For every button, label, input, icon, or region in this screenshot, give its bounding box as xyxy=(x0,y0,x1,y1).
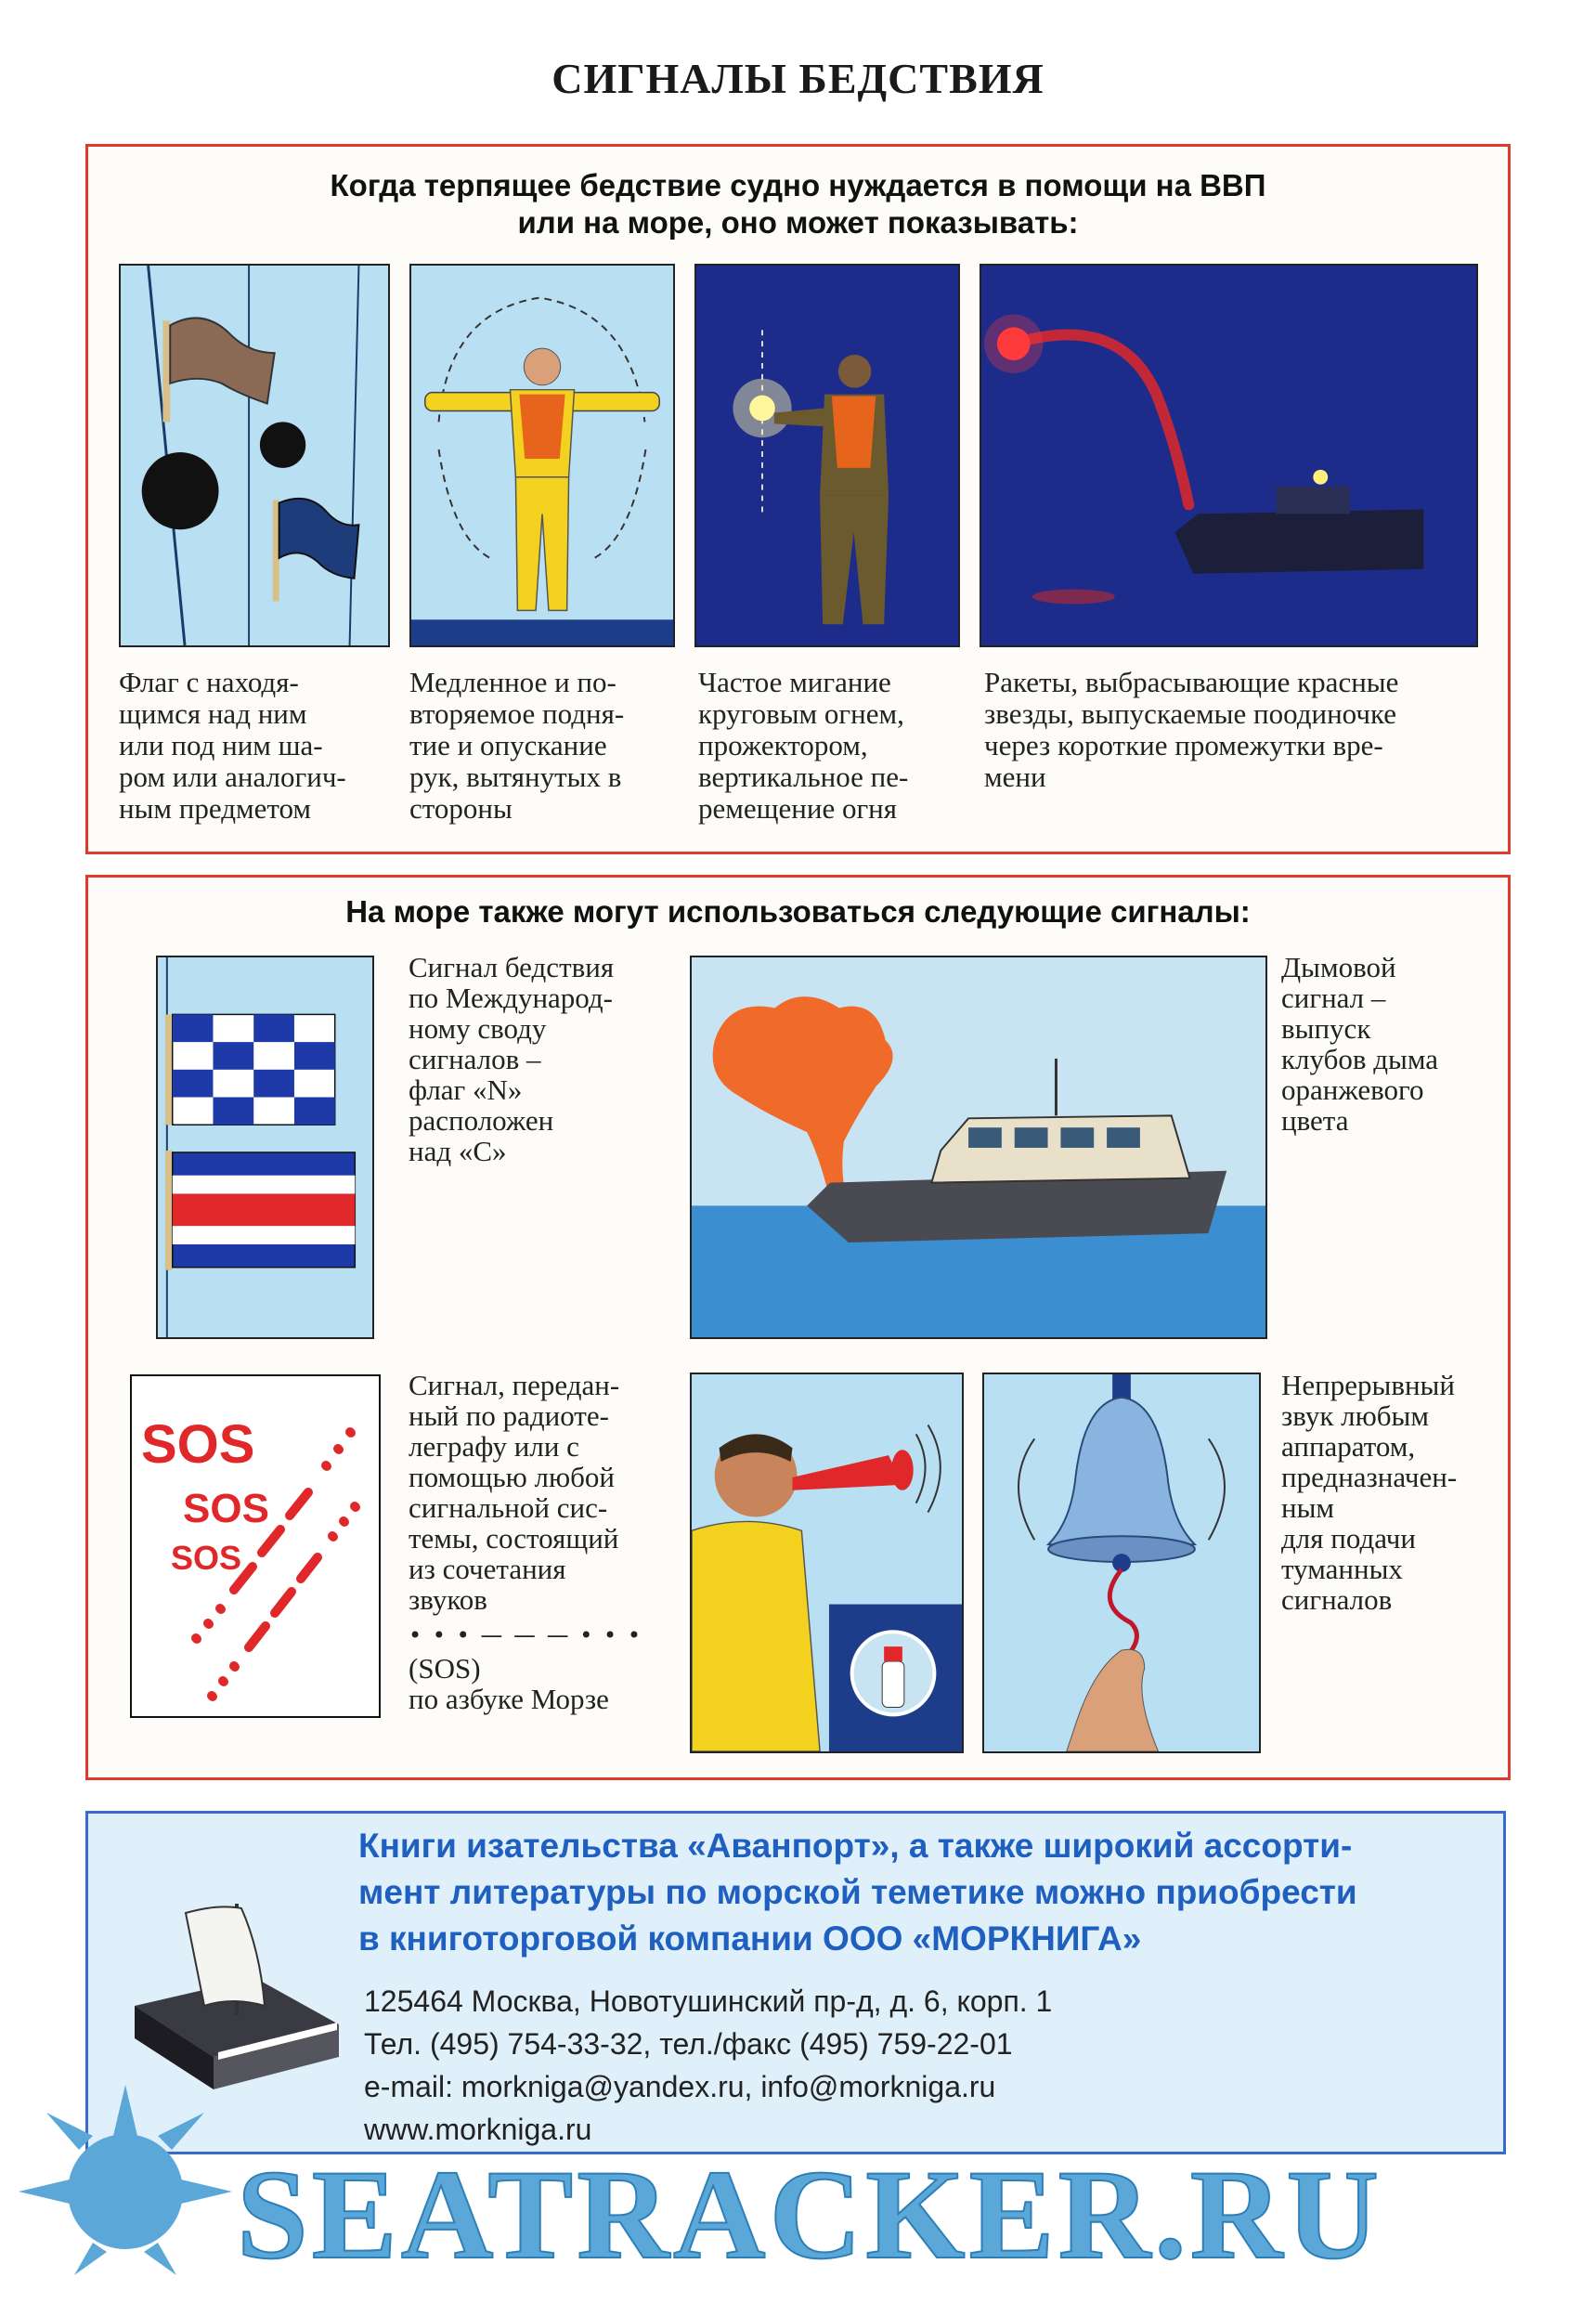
caption-line: ным предметом xyxy=(119,792,312,825)
sos-word-medium: SOS xyxy=(183,1486,269,1531)
sos-word-small: SOS xyxy=(171,1539,242,1577)
caption-arms xyxy=(409,667,688,825)
horn-signal-illustration xyxy=(690,1373,964,1753)
smoke-text xyxy=(1281,952,1504,1136)
caption-line: вертикальное пе- xyxy=(698,761,909,793)
text-line: аппаратом, xyxy=(1281,1430,1416,1463)
advert-contacts xyxy=(364,1980,1497,2151)
text-line: Сигнал, передан- xyxy=(409,1369,620,1401)
text-line: расположен xyxy=(409,1104,554,1137)
text-line: темы, состоящий xyxy=(409,1522,619,1555)
caption-line: звезды, выпускаемые поодиночке xyxy=(984,697,1396,730)
watermark-text: SEATRACKER.RU xyxy=(237,2143,1383,2285)
sos-text xyxy=(409,1370,678,1714)
caption-line: ремещение огня xyxy=(698,792,898,825)
caption-rockets xyxy=(984,667,1486,793)
caption-line: стороны xyxy=(409,792,513,825)
caption-line: Флаг с находя- xyxy=(119,666,299,698)
text-line: по азбуке Морзе xyxy=(409,1683,609,1715)
text-line: оранжевого xyxy=(1281,1073,1424,1106)
caption-light xyxy=(698,667,977,825)
advert-phone: Тел. (495) 754-33-32, тел./факс (495) 759-22-01 xyxy=(364,2027,1013,2061)
advert-address: 125464 Москва, Новотушинский пр-д, д. 6, корп. 1 xyxy=(364,1984,1053,2018)
caption-line: Ракеты, выбрасывающие красные xyxy=(984,666,1399,698)
text-line: (SOS) xyxy=(409,1652,481,1685)
text-line: Сигнал бедствия xyxy=(409,951,615,983)
text-line: ным xyxy=(1281,1491,1335,1524)
text-line: предназначен- xyxy=(1281,1461,1458,1493)
arms-signal-illustration xyxy=(409,264,675,647)
morse-code: • • • — — — • • • xyxy=(409,1622,642,1648)
caption-line: тие и опускание xyxy=(409,729,607,761)
advert-email[interactable]: e-mail: morkniga@yandex.ru, info@morkniga.ru xyxy=(364,2070,996,2103)
text-line: ный по радиоте- xyxy=(409,1399,609,1432)
text-line: над «С» xyxy=(409,1135,507,1167)
section1-heading-line2: или на море, оно может показывать: xyxy=(517,205,1079,240)
caption-line: ром или аналогич- xyxy=(119,761,346,793)
advert-headline xyxy=(358,1823,1500,1962)
flag-n-c-text xyxy=(409,952,678,1166)
caption-line: мени xyxy=(984,761,1046,793)
rocket-signal-illustration xyxy=(980,264,1478,647)
advert-line: в книготорговой компании ООО «МОРКНИГА» xyxy=(358,1919,1142,1958)
flags-n-c-illustration xyxy=(156,956,374,1339)
caption-line: Частое мигание xyxy=(698,666,891,698)
text-line: по Международ- xyxy=(409,982,613,1014)
text-line: ному своду xyxy=(409,1012,547,1045)
caption-line: вторяемое подня- xyxy=(409,697,625,730)
sos-illustration xyxy=(130,1374,381,1718)
section1-heading xyxy=(85,167,1511,241)
text-line: Непрерывный xyxy=(1281,1369,1455,1401)
text-line: цвета xyxy=(1281,1104,1349,1137)
caption-flag-ball xyxy=(119,667,397,825)
text-line: сигналов – xyxy=(409,1043,541,1075)
light-signal-illustration xyxy=(694,264,960,647)
text-line: из сочетания xyxy=(409,1553,566,1585)
section1-heading-line1: Когда терпящее бедствие судно нуждается в помощи на ВВП xyxy=(330,168,1266,202)
text-line: сигналов xyxy=(1281,1583,1393,1616)
advert-line: Книги изательства «Аванпорт», а также широкий ассорти- xyxy=(358,1827,1353,1865)
sound-text xyxy=(1281,1370,1504,1615)
page-title: СИГНАЛЫ БЕДСТВИЯ xyxy=(551,55,1045,102)
text-line: выпуск xyxy=(1281,1012,1371,1045)
caption-line: щимся над ним xyxy=(119,697,307,730)
book-logo-icon xyxy=(116,1867,357,2099)
text-line: звуков xyxy=(409,1583,487,1616)
caption-line: круговым огнем, xyxy=(698,697,904,730)
caption-line: или под ним ша- xyxy=(119,729,323,761)
sos-word-large: SOS xyxy=(141,1414,255,1475)
caption-line: рук, вытянутых в xyxy=(409,761,622,793)
text-line: флаг «N» xyxy=(409,1073,523,1106)
section2-heading: На море также могут использоваться следующие сигналы: xyxy=(345,894,1251,929)
text-line: звук любым xyxy=(1281,1399,1429,1432)
text-line: Дымовой xyxy=(1281,951,1396,983)
text-line: для подачи xyxy=(1281,1522,1416,1555)
caption-line: через короткие промежутки вре- xyxy=(984,729,1383,761)
text-line: леграфу или с xyxy=(409,1430,579,1463)
advert-website[interactable]: www.morkniga.ru xyxy=(364,2113,592,2146)
sun-logo-icon xyxy=(9,2066,241,2298)
caption-line: прожектором, xyxy=(698,729,868,761)
smoke-signal-illustration xyxy=(690,956,1267,1339)
bell-signal-illustration xyxy=(982,1373,1261,1753)
text-line: сигнальной сис- xyxy=(409,1491,608,1524)
text-line: сигнал – xyxy=(1281,982,1386,1014)
flag-and-ball-illustration xyxy=(119,264,390,647)
text-line: клубов дыма xyxy=(1281,1043,1439,1075)
advert-line: мент литературы по морской теметике можно приобрести xyxy=(358,1873,1357,1911)
text-line: туманных xyxy=(1281,1553,1403,1585)
caption-line: Медленное и по- xyxy=(409,666,616,698)
text-line: помощью любой xyxy=(409,1461,616,1493)
